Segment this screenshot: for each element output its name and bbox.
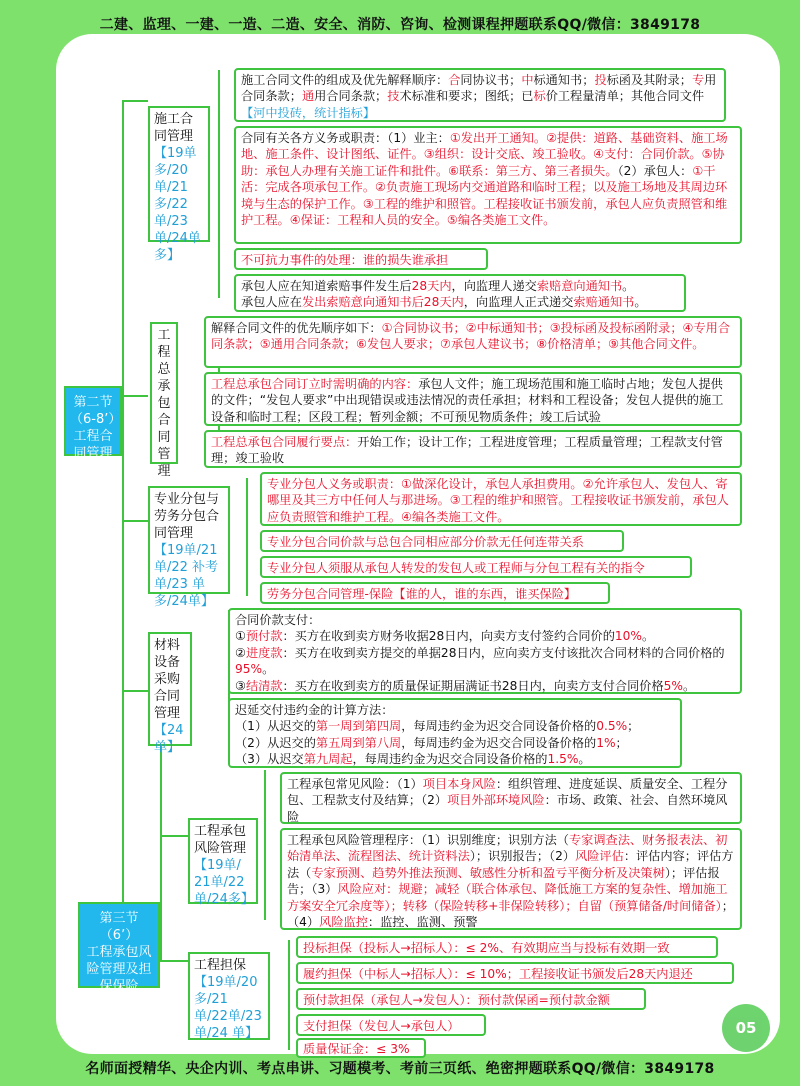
box-performance-guarantee — [296, 962, 734, 984]
box-text: 5% — [663, 678, 683, 693]
box-text: 风险评估 — [575, 849, 624, 864]
box-text: 迟延交付违约金的计算方法： — [235, 703, 394, 717]
connector — [122, 100, 148, 102]
box-text: 专业分包合同价款与总包合同相应部分价款无任何连带关系 — [267, 535, 584, 549]
cat-guarantee — [188, 952, 270, 1040]
box-text: 支付担保（发包人→承包人） — [303, 1019, 460, 1033]
box-text: 专业分包人义务或职责：①做深化设计，承包人承担费用。②允许承包人、发包人、寄哪里及其三方中任何人与那进场。③工程的维护和照管。工程接收证书颁发前，承包人应负责照管和维护工程。④编各类施工文件。 — [267, 477, 729, 524]
cat-count: 【24单】 — [154, 723, 184, 755]
box-text: 施工合同文件的组成及优先解释顺序： — [241, 73, 449, 87]
cat-epc-contract — [150, 322, 178, 479]
box-epc-contract-content — [204, 372, 742, 426]
section-2-name: 工程合同管理 — [73, 429, 113, 461]
box-text: ：评估内容；评估方法（ — [287, 849, 734, 880]
box-text: ，每周违约金为迟交合同设备价格的 — [401, 719, 597, 734]
box-text: ，每周违约金为迟交合同设备价格的 — [352, 752, 548, 767]
box-advance-guarantee — [296, 988, 646, 1010]
footer-contact: 名师面授精华、央企内训、考点串讲、习题模考、考前三页纸、绝密押题联系QQ/微信：3849178 — [85, 1061, 715, 1077]
box-text: 承包人文件；施工现场范围和施工临时占地；发包人提供的文件；“发包人要求”中出现错误或违法情况的责任承担；材料和工程设备；发包人提供的施工设备和临时工程；区段工程；暂列金额；不可预见物质条件；竣工后试验 — [211, 377, 724, 424]
box-text: 项目本身风险 — [422, 777, 496, 791]
box-text: （2）从迟交的 — [235, 735, 316, 750]
box-text: 标函及其附录； — [606, 73, 692, 87]
box-text: 1% — [596, 735, 616, 750]
cat-count: 【19单/21单/22 补考单/23 单多/24单】 — [154, 543, 219, 609]
connector — [288, 940, 290, 1050]
cat-construction-contract — [148, 106, 210, 263]
box-text: 0.5% — [596, 719, 628, 734]
cat-procurement-contract — [148, 632, 192, 755]
box-risk-procedure — [280, 828, 742, 930]
box-text: 专家调查法、财务报表法、初始清单法、流程图法、统计资料法 — [287, 833, 728, 864]
box-text: ③ — [235, 678, 246, 693]
cat-risk-management — [188, 818, 258, 907]
box-text: 第五周到第八周 — [315, 735, 402, 750]
box-text: 不可抗力事件的处理：谁的损失谁承担 — [241, 253, 449, 267]
box-text: 预付款 — [245, 629, 283, 644]
box-text: 通 — [301, 89, 315, 104]
box-text: 中 — [521, 73, 534, 87]
box-text: 10% — [614, 629, 642, 644]
box-payment-guarantee — [296, 1014, 486, 1036]
cat-count: 【19单多/20单/21多/22单/23单/24单多】 — [154, 146, 201, 263]
box-text: 索赔通知书 — [573, 295, 635, 310]
box-quality-deposit — [296, 1038, 426, 1058]
box-contract-docs-priority — [234, 68, 726, 122]
box-text: 风险应对：规避；减轻（联合体承包、降低施工方案的复杂性、增加施工方案安全冗余度等）；转移（保险转移+非保险转移）；自留（预算储备/时间储备） — [287, 882, 728, 913]
box-text: 工程总承包合同订立时需明确的内容： — [211, 377, 419, 391]
box-text: 劳务分包合同管理-保险【谁的人，谁的东西，谁买保险】 — [267, 587, 577, 601]
box-text: 发出索赔意向通知书后28天内 — [301, 295, 464, 310]
box-text: ：买方在收到卖方提交的单据28日内，应向卖方支付该批次合同材料的合同价格的 — [282, 645, 725, 660]
box-text: 承包人应在知道索赔事件发生后 — [241, 279, 412, 293]
box-text: ； — [627, 719, 640, 734]
box-text: 工程总承包合同履行要点： — [211, 435, 358, 449]
section-3-score: （6’） — [99, 928, 139, 943]
page-number-badge: 05 — [722, 1004, 770, 1052]
box-text: 预付款担保（承包人→发包人）：预付款保函=预付款金额 — [303, 993, 610, 1007]
box-text: 工程承包常见风险：（1） — [287, 777, 423, 791]
box-text: 。 — [641, 629, 655, 644]
box-text: 合 — [448, 73, 461, 87]
box-subcontract-instructions — [260, 556, 692, 578]
box-claims — [234, 274, 686, 312]
box-text: 工程承包风险管理程序：（1）识别维度；识别方法（ — [287, 833, 569, 847]
box-force-majeure — [234, 248, 488, 270]
box-parties-obligations — [234, 126, 742, 244]
box-text: ，向监理人递交 — [451, 279, 537, 293]
box-text: 术标准和要求；图纸；已 — [399, 89, 534, 104]
section-2-score: （6-8’） — [70, 412, 122, 427]
connector — [122, 690, 148, 692]
box-text: 承包人应在 — [241, 295, 302, 310]
cat-count: 【19单/ 21单/22 单/24多】 — [194, 858, 254, 907]
box-text: 投标担保（投标人→招标人）：≤ 2%、有效期应当与投标有效期一致 — [303, 941, 670, 955]
section-3-name: 工程承包风险管理及担保保险 — [86, 945, 152, 994]
box-epc-doc-priority — [204, 316, 742, 368]
box-late-delivery-penalty — [228, 698, 682, 768]
cat-label: 施工合同管理 — [154, 112, 194, 144]
box-text: 合同价款支付： — [235, 613, 321, 627]
box-text: 1.5% — [547, 752, 579, 767]
box-labor-insurance — [260, 582, 610, 604]
connector — [264, 770, 266, 920]
box-text: 质量保证金：≤ 3% — [303, 1042, 410, 1056]
box-text: 解释合同文件的优先顺序如下： — [211, 321, 382, 335]
box-common-risks — [280, 772, 742, 824]
box-text: ：监控、监测、预警 — [367, 915, 478, 930]
connector — [160, 960, 188, 962]
box-text: ：组织管理、进度延误、质量安全、工程分包、工程款支付及结算；（2） — [287, 777, 728, 808]
box-text: 。 — [622, 279, 635, 293]
box-text: （1）从迟交的 — [235, 719, 316, 734]
box-text: 第一周到第四周 — [315, 719, 402, 734]
connector — [160, 745, 162, 960]
box-text: ① — [235, 629, 246, 644]
box-text: 结清款 — [245, 678, 283, 693]
box-procurement-payment — [228, 608, 742, 694]
box-subcontractor-duties — [260, 472, 742, 526]
box-text: 专 — [691, 73, 705, 87]
box-text: 索赔意向通知书 — [536, 279, 623, 293]
box-text: 。 — [634, 295, 647, 310]
box-text: 风险监控 — [319, 915, 368, 930]
box-text: 合同有关各方义务或职责：（1）业主： — [241, 131, 450, 145]
box-text: ）；评估报告；（3） — [287, 865, 720, 897]
cat-label: 工程担保 — [194, 958, 247, 973]
box-text: 标 — [533, 89, 546, 104]
section-2-title: 第二节 — [73, 395, 113, 410]
box-text: 28天内 — [411, 279, 452, 293]
box-text: （3）从迟交 — [235, 752, 304, 767]
box-text: ② — [235, 645, 246, 660]
box-text: 投 — [594, 73, 607, 87]
section-3 — [78, 902, 160, 994]
box-text: ，每周违约金为迟交合同设备价格的 — [401, 735, 597, 750]
cat-label: 材料设备采购合同管理 — [154, 638, 181, 721]
box-text: 。 — [578, 752, 591, 767]
box-text: 95% — [235, 662, 263, 677]
connector — [218, 70, 220, 298]
cat-subcontract — [148, 486, 230, 609]
box-text: 第九周起 — [303, 752, 353, 767]
box-text: ）；识别报告；（2） — [469, 849, 576, 864]
box-text: 标通知书； — [533, 73, 595, 87]
box-text: 价工程量清单；其他合同文件 — [545, 89, 705, 104]
box-text: 同协议书； — [460, 73, 522, 87]
box-text: ，向监理人正式递交 — [463, 295, 574, 310]
box-text: （2）承包人： — [617, 163, 693, 178]
box-text: 【河中投砖，统计指标】 — [241, 105, 376, 120]
box-text: 项目外部环境风险 — [447, 793, 545, 808]
box-epc-performance — [204, 430, 742, 468]
box-text: ①干活：完成各项承包工作。②负责施工现场内交通道路和临时工程；以及施工场地及其周边环境与生态的保护工作。③工程的维护和照管。工程接收证书颁发前，承包人应负责照管和维护工程。④保证：工程和人员的安全。⑤编各类施工文件。 — [241, 163, 728, 228]
box-text: ①发出开工通知。②提供：道路、基础资料、施工场地、施工条件、设计图纸、证件。③组织：设计交底、竣工验收。④支付：合同价款。⑤协助：承包人办理有关施工证件和批件。⑥联系：第三方、第三者损失。 — [241, 131, 728, 178]
box-text: ①合同协议书；②中标通知书；③投标函及投标函附录；④专用合同条款；⑤通用合同条款；⑥发包人要求；⑦承包人建议书；⑧价格清单；⑨其他合同文件。 — [211, 321, 731, 352]
connector — [122, 395, 148, 397]
cat-label: 工程承包风险管理 — [194, 824, 247, 856]
box-text: ：买方在收到卖方财务收据28日内，向卖方支付签约合同价的 — [282, 629, 615, 644]
box-bid-guarantee — [296, 936, 718, 958]
section-2 — [64, 386, 122, 461]
box-subcontract-price — [260, 530, 624, 552]
box-text: 专家预测、趋势外推法预测、敏感性分析和盈亏平衡分析及决策树 — [311, 865, 665, 880]
box-text: ； — [615, 735, 628, 750]
box-text: 用合同条款； — [314, 89, 388, 104]
box-text: 。 — [262, 662, 275, 677]
box-text: 用合同条款； — [241, 73, 717, 104]
box-text: ：买方在收到卖方的质量保证期届满证书28日内，向卖方支付合同价格 — [282, 678, 664, 693]
box-text: 进度款 — [245, 645, 283, 660]
box-text: ：市场、政策、社会、自然环境风险 — [287, 793, 728, 824]
connector — [160, 835, 188, 837]
section-3-title: 第三节 — [99, 911, 139, 926]
header-contact: 二建、监理、一建、一造、二造、安全、消防、咨询、检测课程押题联系QQ/微信：3849178 — [99, 17, 701, 33]
box-text: 履约担保（中标人→招标人）：≤ 10%；工程接收证书颁发后28天内退还 — [303, 967, 693, 981]
box-text: 专业分包人须服从承包人转发的发包人或工程师与分包工程有关的指令 — [267, 561, 645, 575]
box-text: 技 — [387, 89, 400, 104]
connector — [122, 520, 148, 522]
connector — [246, 478, 248, 596]
box-text: 。 — [682, 678, 696, 693]
box-text: ；（4） — [287, 898, 734, 930]
box-text: 开始工作；设计工作；工程进度管理；工程质量管理；工程款支付管理；竣工验收 — [211, 435, 723, 466]
cat-label: 专业分包与劳务分包合同管理 — [154, 492, 220, 541]
cat-count: 【19单/20多/21 单/22单/23单/24 单】 — [194, 975, 262, 1041]
cat-label: 工程总承包合同管理 — [157, 328, 171, 479]
